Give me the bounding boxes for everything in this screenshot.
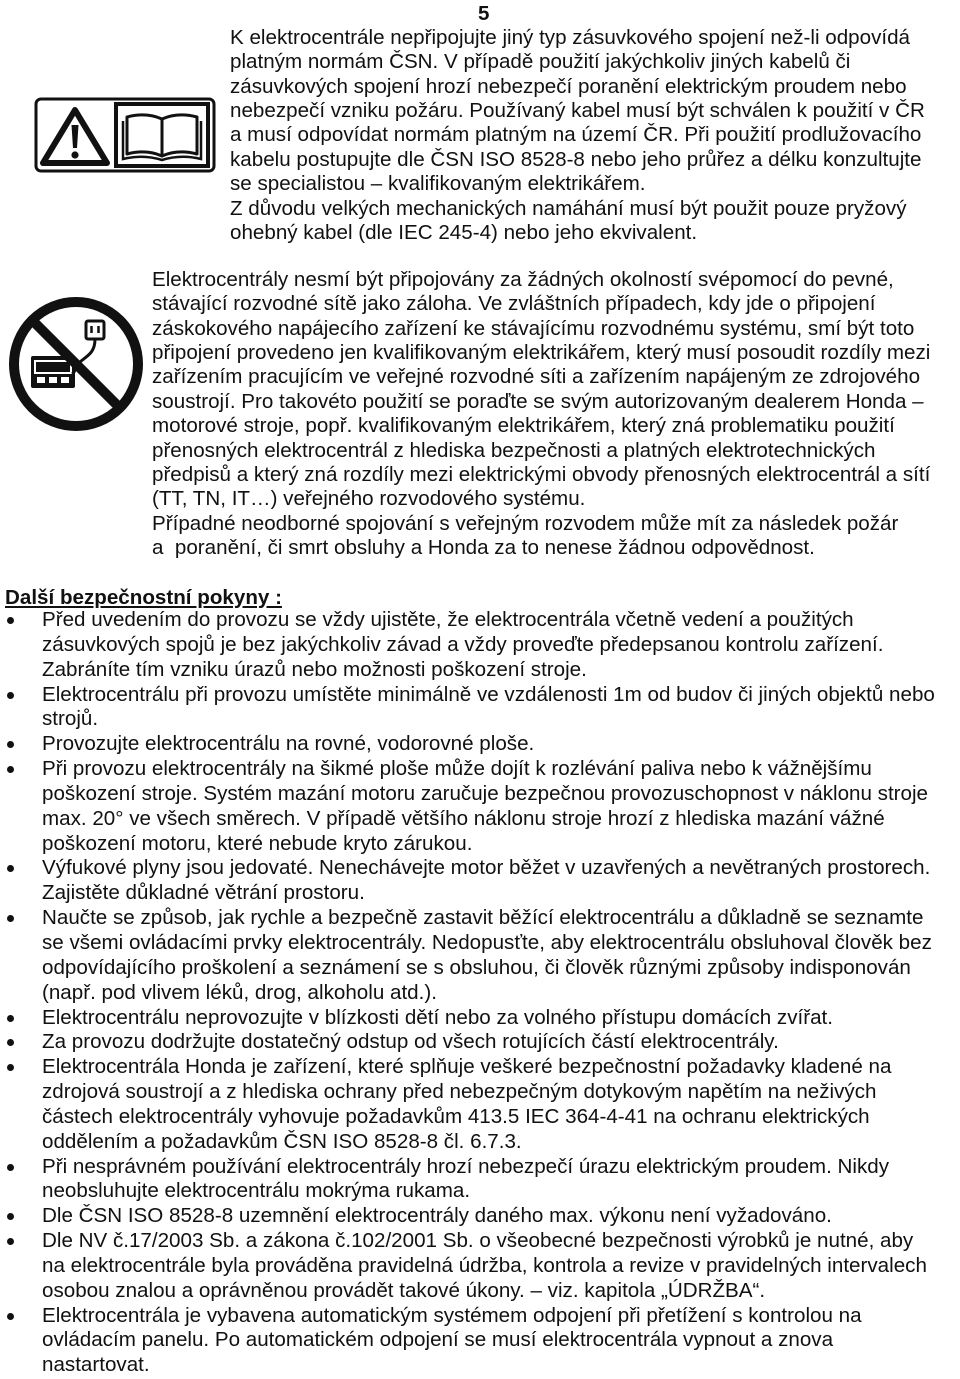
text-line: Elektrocentrálu při provozu umístěte minimálně ve vzdálenosti 1m od budov či jiných objektů nebo [42, 682, 935, 706]
safety-list [0, 608, 935, 1378]
bullet-marker [7, 1213, 14, 1220]
list-item [0, 608, 935, 683]
list-item [0, 1229, 935, 1304]
text-line: Zabráníte tím vzniku úrazů nebo možnosti poškození stroje. [42, 657, 587, 681]
list-item [0, 1304, 935, 1379]
list-item [0, 732, 935, 757]
text-line: zásuvkových spojů je bez jakýchkoliv závad a vždy proveďte předepsanou kontrolu zařízení. [42, 632, 884, 656]
bullet-marker [7, 915, 14, 922]
text-line: Elektrocentrála je vybavena automatickým systémem odpojení při přetížení s kontrolou na [42, 1303, 862, 1327]
text-line: ovládacím panelu. Po automatickém odpojení se musí elektrocentrála vypnout a znova [42, 1328, 834, 1352]
text-line: platným normám ČSN. V případě použití jakýchkoliv jiných kabelů či [230, 50, 851, 74]
text-line: poškození stroje. Systém mazání motoru zaručuje bezpečnou provozuschopnost v náklonu stroje [42, 781, 929, 805]
text-line: Při provozu elektrocentrály na šikmé ploše může dojít k rozlévání paliva nebo k vážnějšímu [42, 757, 872, 781]
bullet-marker [7, 617, 14, 624]
text-line: motorové stroje, popř. kvalifikovaným elektrikářem, který zná problematiku použití [152, 414, 895, 438]
list-item [0, 1204, 935, 1229]
grid-connection-notice [152, 268, 930, 561]
text-line: Naučte se způsob, jak rychle a bezpečně zastavit běžící elektrocentrálu a důkladně se seznamte [42, 906, 924, 930]
text-line: nebezpečí vzniku požáru. Používaný kabel musí být schválen k použití v ČR [230, 99, 925, 123]
section-heading: Další bezpečnostní pokyny : [5, 585, 282, 609]
list-item [0, 1030, 935, 1055]
bullet-marker [7, 1015, 14, 1022]
text-line: K elektrocentrále nepřipojujte jiný typ zásuvkového spojení než-li odpovídá [230, 25, 910, 49]
text-line: (např. pod vlivem léků, drog, alkoholu atd.). [42, 980, 437, 1004]
bullet-marker [7, 766, 14, 773]
list-item [0, 1155, 935, 1205]
text-line: se všemi ovládacími prvky elektrocentrály. Nedopusťte, aby elektrocentrálu obsluhoval člověk bez [42, 930, 932, 954]
text-line: a musí odpovídat normám platným na území ČR. Při použití prodlužovacího [230, 123, 922, 147]
text-line: Zajistěte důkladné větrání prostoru. [42, 881, 365, 905]
list-item [0, 856, 935, 906]
bullet-marker [7, 1064, 14, 1071]
text-line: Dle ČSN ISO 8528-8 uzemnění elektrocentrály daného max. výkonu není vyžadováno. [42, 1204, 832, 1228]
read-manual-book-icon [116, 104, 208, 166]
text-line: zdrojová soustrojí a z hlediska ochrany před nebezpečným dotykovým napětím na neživých [42, 1080, 877, 1104]
text-line: Dle NV č.17/2003 Sb. a zákona č.102/2001 Sb. o všeobecné bezpečnosti výrobků je nutné, aby [42, 1229, 914, 1253]
bullet-marker [7, 692, 14, 699]
text-line: Z důvodu velkých mechanických namáhání musí být použit pouze pryžový [230, 196, 907, 220]
text-line: oddělením a požadavkům ČSN ISO 8528-8 čl. 6.7.3. [42, 1129, 522, 1153]
list-item [0, 1055, 935, 1154]
bullet-marker [7, 1238, 14, 1245]
text-line: na elektrocentrále byla prováděna pravidelná údržba, kontrola a revize v pravidelných intervalech [42, 1253, 927, 1277]
text-line: Výfukové plyny jsou jedovaté. Nenechávejte motor běžet v uzavřených a nevětraných prostorech. [42, 856, 931, 880]
bullet-marker [7, 865, 14, 872]
text-line: Před uvedením do provozu se vždy ujistěte, že elektrocentrála včetně vedení a použitých [42, 608, 854, 631]
text-line: Provozujte elektrocentrálu na rovné, vodorovné ploše. [42, 732, 535, 756]
text-line: poškození motoru, které nebude kryto zárukou. [42, 831, 473, 855]
text-line: Případné neodborné spojování s veřejným rozvodem může mít za následek požár [152, 511, 899, 535]
warning-pictogram [34, 97, 216, 173]
text-line: zařízením pracujícím ve veřejné rozvodné síti a zařízením napájeným ze zdrojového [152, 365, 921, 389]
text-line: (TT, TN, IT…) veřejného rozvodového systému. [152, 487, 586, 511]
list-item [0, 906, 935, 1005]
list-item [0, 757, 935, 856]
no-grid-connection-icon [6, 294, 146, 434]
text-line: Elektrocentrály nesmí být připojovány za žádných okolností svépomocí do pevné, [152, 267, 894, 291]
bullet-marker [7, 741, 14, 748]
text-line: neobsluhujte elektrocentrálu mokrýma rukama. [42, 1179, 471, 1203]
bullet-marker [7, 1039, 14, 1046]
text-line: Za provozu dodržujte dostatečný odstup od všech rotujících částí elektrocentrály. [42, 1030, 779, 1054]
cable-notice [230, 26, 925, 246]
text-line: odpovídajícího proškolení a seznámení se s obsluhou, či člověk různými způsoby indisponován [42, 955, 911, 979]
text-line: max. 20° ve všech směrech. V případě většího náklonu stroje hrozí z hlediska mazání vážné [42, 806, 885, 830]
text-line: kabelu postupujte dle ČSN ISO 8528-8 nebo jeho průřez a délku konzultujte [230, 147, 922, 171]
text-line: osobou znalou a oprávněnou provádět takové úkony. – viz. kapitola „ÚDRŽBA“. [42, 1278, 766, 1302]
text-line: stávající rozvodné sítě jako záloha. Ve zvláštních případech, kdy jde o připojení [152, 292, 876, 316]
list-item [0, 683, 935, 733]
page-number: 5 [478, 2, 490, 25]
bullet-marker [7, 1164, 14, 1171]
bullet-marker [7, 1313, 14, 1320]
text-line: nastartovat. [42, 1353, 150, 1377]
text-line: částech elektrocentrály vyhovuje požadavkům 413.5 IEC 364-4-41 na ochranu elektrických [42, 1104, 870, 1128]
text-line: soustrojí. Pro takovéto použití se poraďte se svým autorizovaným dealerem Honda – [152, 389, 924, 413]
text-line: strojů. [42, 707, 99, 731]
text-line: zásuvkových spojení hrozí nebezpečí poranění elektrickým proudem nebo [230, 74, 907, 98]
text-line: a poranění, či smrt obsluhy a Honda za to nenese žádnou odpovědnost. [152, 536, 815, 560]
text-line: záskokového napájecího zařízení ke stávajícímu rozvodnému systému, smí být toto [152, 316, 915, 340]
text-line: ohebný kabel (dle IEC 245-4) nebo jeho ekvivalent. [230, 221, 698, 245]
text-line: přenosných elektrocentrál z hlediska bezpečnosti a platných elektrotechnických [152, 438, 876, 462]
text-line: připojení provedeno jen kvalifikovaným elektrikářem, který musí posoudit rozdíly mezi [152, 341, 931, 365]
list-item [0, 1006, 935, 1031]
text-line: Elektrocentrála Honda je zařízení, které splňuje veškeré bezpečnostní požadavky kladené na [42, 1055, 892, 1079]
text-line: Při nesprávném používání elektrocentrály hrozí nebezpečí úrazu elektrickým proudem. Nikdy [42, 1154, 890, 1178]
text-line: předpisů a který zná rozdíly mezi elektrickými obvody přenosných elektrocentrál a sítí [152, 463, 931, 487]
text-line: se specialistou – kvalifikovaným elektrikářem. [230, 172, 646, 196]
text-line: Elektrocentrálu neprovozujte v blízkosti dětí nebo za volného přístupu domácích zvířat. [42, 1005, 833, 1029]
